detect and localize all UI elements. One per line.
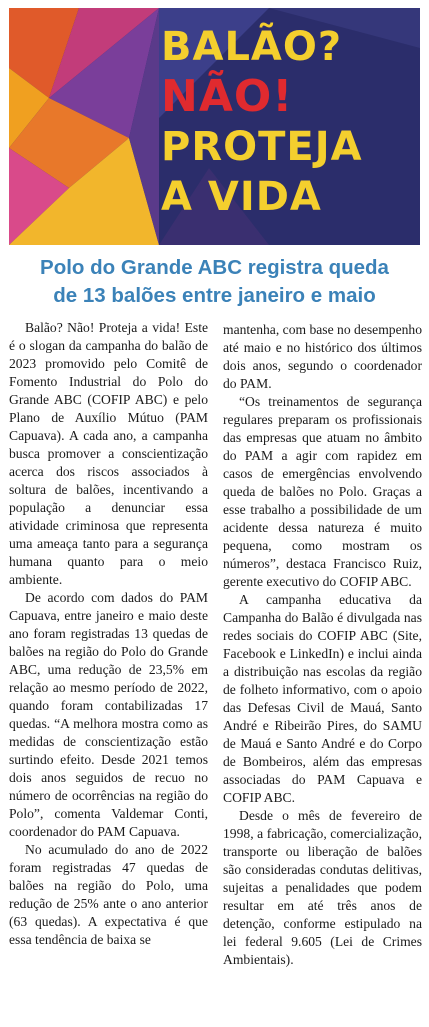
paragraph: Desde o mês de fevereiro de 1998, a fabricação, comercialização, transporte ou liberação de balões são consideradas condutas delitivas, sujeitas a penalidades que podem resultar em até três anos de detenção, conforme estipulado na lei federal 9.605 (Lei de Crimes Ambientais). [223, 808, 422, 967]
paragraph: De acordo com dados do PAM Capuava, entre janeiro e maio deste ano foram registradas 13 quedas de balões na região do Polo do Grande ABC, uma redução de 23,5% em relação ao mesmo período de 2022, quando foram contabilizadas 17 quedas. “A melhora mostra como as medidas de conscientização estão surtindo efeito. Desde 2021 temos dois anos seguidos de recuo no número de ocorrências na região do Polo”, comenta Valdemar Conti, coordenador do PAM Capuava. [9, 590, 208, 839]
paragraph: “Os treinamentos de segurança regulares preparam os profissionais das empresas que atuam no âmbito do PAM a agir com rapidez em casos de emergências envolvendo queda de balões no Polo. Graças a esse trabalho a possibilidade de um acidente dessa natureza é muito pequena, como mostram os números”, destaca Francisco Ruiz, gerente executivo do COFIP ABC. [223, 394, 422, 589]
campaign-banner [9, 8, 420, 245]
article-column-left [9, 319, 208, 949]
paragraph: No acumulado do ano de 2022 foram registradas 47 quedas de balões na região do Polo, uma redução de 25% ante o ano anterior (63 quedas). A expectativa é que essa tendência de baixa se [9, 842, 208, 947]
banner-line-4: A VIDA [161, 174, 322, 220]
banner-line-3: PROTEJA [161, 124, 363, 170]
banner-line-1: BALÃO? [161, 24, 343, 70]
paragraph: Balão? Não! Proteja a vida! Este é o slogan da campanha do balão de 2023 promovido pelo Comitê de Fomento Industrial do Polo do Grande ABC (COFIP ABC) e pelo Plano de Auxílio Mútuo (PAM Capuava). A cada ano, a campanha busca promover a conscientização acerca dos riscos associados à soltura de balões, incentivando a população a denunciar essa atividade criminosa que representa uma ameaça tanto para a segurança humana quanto para o meio ambiente. [9, 320, 208, 587]
headline-line-1: Polo do Grande ABC registra queda [40, 256, 389, 279]
banner-line-2: NÃO! [161, 71, 294, 122]
headline-line-2: de 13 balões entre janeiro e maio [53, 284, 376, 307]
banner-text [161, 22, 414, 222]
article-column-right [223, 321, 422, 969]
paragraph: mantenha, com base no desempenho até maio e no histórico dos últimos dois anos, segundo o coordenador do PAM. [223, 322, 422, 391]
paragraph: A campanha educativa da Campanha do Balão é divulgada nas redes sociais do COFIP ABC (Site, Facebook e LinkedIn) e inclui ainda a distribuição nas escolas da região de folheto informativo, com o apoio das Defesas Civil de Mauá, Santo André e Ribeirão Pires, do SAMU de Mauá e Santo André e do Corpo de Bombeiros, além das empresas associadas do PAM Capuava e COFIP ABC. [223, 592, 422, 805]
